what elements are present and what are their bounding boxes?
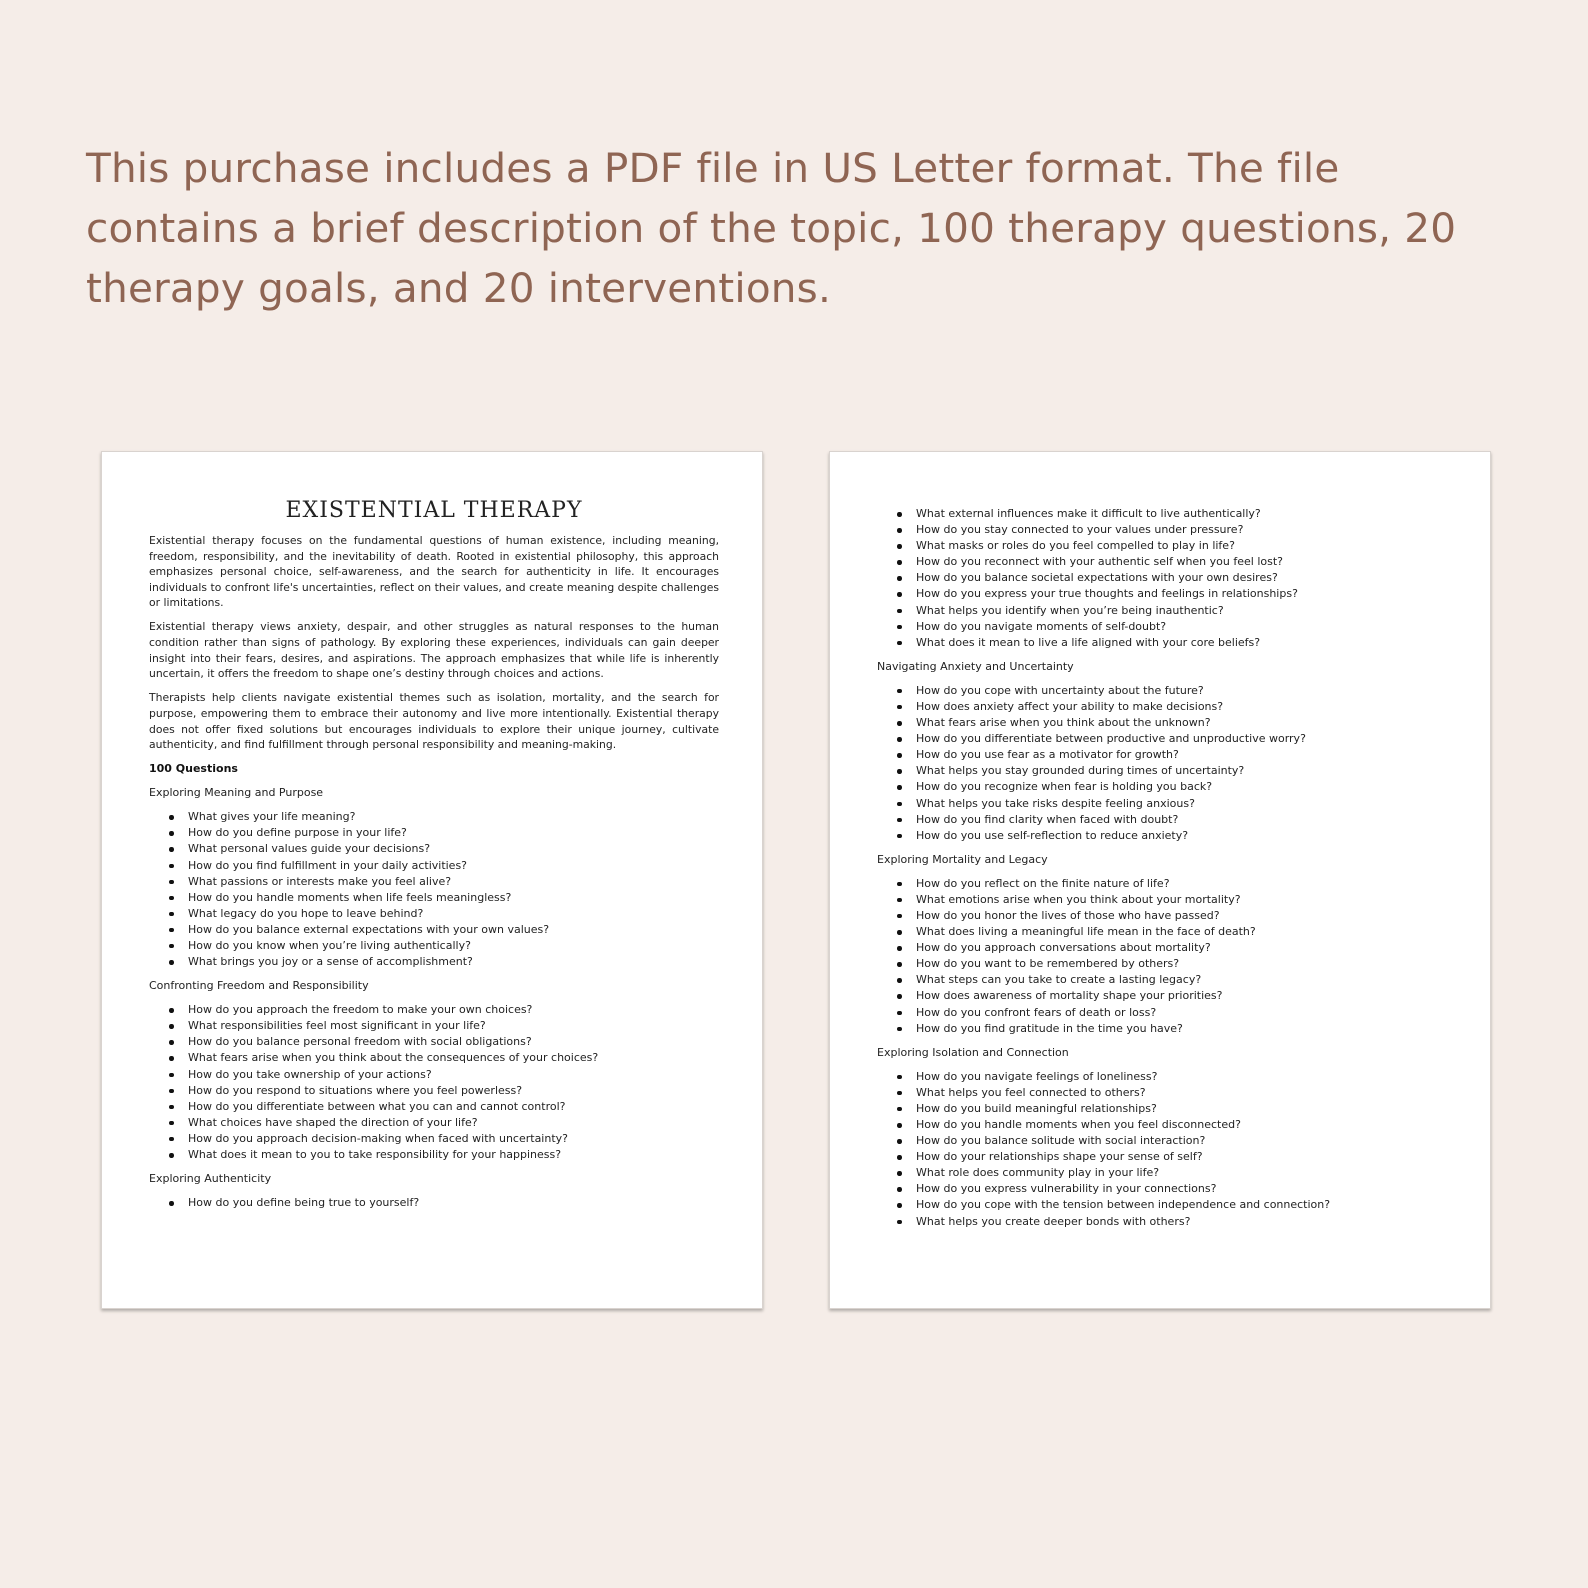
question-item: How does awareness of mortality shape your priorities? bbox=[916, 988, 1447, 1004]
section-heading: Exploring Mortality and Legacy bbox=[877, 852, 1048, 866]
question-item: What personal values guide your decisions? bbox=[188, 841, 719, 857]
question-item: How do you want to be remembered by others? bbox=[916, 956, 1447, 972]
page-content bbox=[149, 498, 719, 1219]
question-item: How do you use self-reflection to reduce anxiety? bbox=[916, 828, 1447, 844]
question-item: What gives your life meaning? bbox=[188, 809, 719, 825]
question-item: How do you balance solitude with social interaction? bbox=[916, 1133, 1447, 1149]
section-heading: Confronting Freedom and Responsibility bbox=[149, 979, 369, 993]
question-item: How do you stay connected to your values under pressure? bbox=[916, 522, 1447, 538]
question-item: How do you use fear as a motivator for growth? bbox=[916, 747, 1447, 763]
section-heading: Exploring Isolation and Connection bbox=[877, 1045, 1069, 1059]
question-item: How do you respond to situations where you feel powerless? bbox=[188, 1083, 719, 1099]
question-item: How do you approach conversations about mortality? bbox=[916, 940, 1447, 956]
intro-paragraph: Existential therapy views anxiety, despair, and other struggles as natural responses to the human condition rather than signs of pathology. By exploring these experiences, individuals can gain deeper insight into their fears, desires, and aspirations. The approach emphasizes that while life is inherently uncertain, it offers the freedom to shape one’s destiny through choices and actions. bbox=[149, 620, 719, 681]
question-item: How do you take ownership of your actions? bbox=[188, 1067, 719, 1083]
question-item: How do you handle moments when you feel disconnected? bbox=[916, 1117, 1447, 1133]
questions-label: 100 Questions bbox=[149, 762, 238, 776]
question-item: What helps you create deeper bonds with others? bbox=[916, 1214, 1447, 1230]
intro-paragraph: Existential therapy focuses on the fundamental questions of human existence, including meaning, freedom, responsibility, and the inevitability of death. Rooted in existential philosophy, this approach emphasizes personal choice, self-awareness, and the search for authenticity in life. It encourages individuals to confront life's uncertainties, reflect on their values, and create meaning despite challenges or limitations. bbox=[149, 534, 719, 610]
question-item: How do you cope with uncertainty about the future? bbox=[916, 683, 1447, 699]
question-item: How do you approach decision-making when faced with uncertainty? bbox=[188, 1131, 719, 1147]
question-item: How do you find clarity when faced with doubt? bbox=[916, 812, 1447, 828]
section-heading: Exploring Authenticity bbox=[149, 1172, 272, 1186]
question-item: How do you balance personal freedom with social obligations? bbox=[188, 1034, 719, 1050]
document-page-right bbox=[829, 451, 1491, 1309]
section-heading: Exploring Meaning and Purpose bbox=[149, 786, 324, 800]
question-item: What does it mean to live a life aligned with your core beliefs? bbox=[916, 635, 1447, 651]
question-item: How do you reconnect with your authentic self when you feel lost? bbox=[916, 554, 1447, 570]
question-item: How do you find fulfillment in your daily activities? bbox=[188, 858, 719, 874]
question-list bbox=[877, 876, 1447, 1037]
question-item: What fears arise when you think about the unknown? bbox=[916, 715, 1447, 731]
question-list bbox=[877, 683, 1447, 844]
question-item: How do you define being true to yourself? bbox=[188, 1195, 719, 1211]
question-item: What helps you identify when you’re being inauthentic? bbox=[916, 603, 1447, 619]
question-item: What fears arise when you think about the consequences of your choices? bbox=[188, 1050, 719, 1066]
question-item: How do you balance societal expectations with your own desires? bbox=[916, 570, 1447, 586]
question-item: How do you handle moments when life feels meaningless? bbox=[188, 890, 719, 906]
question-item: How do you express your true thoughts and feelings in relationships? bbox=[916, 586, 1447, 602]
question-item: How do you navigate feelings of loneliness? bbox=[916, 1069, 1447, 1085]
question-item: How does anxiety affect your ability to make decisions? bbox=[916, 699, 1447, 715]
question-item: What helps you stay grounded during times of uncertainty? bbox=[916, 763, 1447, 779]
question-item: What emotions arise when you think about your mortality? bbox=[916, 892, 1447, 908]
question-item: How do you express vulnerability in your connections? bbox=[916, 1181, 1447, 1197]
question-item: How do you confront fears of death or loss? bbox=[916, 1005, 1447, 1021]
question-item: How do you approach the freedom to make your own choices? bbox=[188, 1002, 719, 1018]
document-title: EXISTENTIAL THERAPY bbox=[285, 498, 583, 523]
question-item: How do you define purpose in your life? bbox=[188, 825, 719, 841]
question-item: What external influences make it difficult to live authentically? bbox=[916, 506, 1447, 522]
question-item: How do you recognize when fear is holding you back? bbox=[916, 779, 1447, 795]
question-item: How do your relationships shape your sense of self? bbox=[916, 1149, 1447, 1165]
question-list bbox=[877, 506, 1447, 651]
question-item: What responsibilities feel most significant in your life? bbox=[188, 1018, 719, 1034]
question-list bbox=[149, 809, 719, 970]
question-item: What masks or roles do you feel compelled to play in life? bbox=[916, 538, 1447, 554]
question-item: What passions or interests make you feel alive? bbox=[188, 874, 719, 890]
question-list bbox=[149, 1195, 719, 1211]
page-content bbox=[877, 506, 1447, 1238]
question-item: How do you differentiate between productive and unproductive worry? bbox=[916, 731, 1447, 747]
section-heading: Navigating Anxiety and Uncertainty bbox=[877, 659, 1074, 673]
headline: This purchase includes a PDF file in US Letter format. The file contains a brief description of the topic, 100 therapy questions, 20 therapy goals, and 20 interventions. bbox=[86, 144, 1457, 312]
question-item: What helps you feel connected to others? bbox=[916, 1085, 1447, 1101]
question-item: What role does community play in your life? bbox=[916, 1165, 1447, 1181]
question-item: What brings you joy or a sense of accomplishment? bbox=[188, 954, 719, 970]
question-item: How do you differentiate between what you can and cannot control? bbox=[188, 1099, 719, 1115]
question-item: How do you cope with the tension between independence and connection? bbox=[916, 1197, 1447, 1213]
question-item: What does it mean to you to take responsibility for your happiness? bbox=[188, 1147, 719, 1163]
question-item: What choices have shaped the direction of your life? bbox=[188, 1115, 719, 1131]
question-item: How do you find gratitude in the time you have? bbox=[916, 1021, 1447, 1037]
question-item: How do you balance external expectations with your own values? bbox=[188, 922, 719, 938]
question-item: How do you reflect on the finite nature of life? bbox=[916, 876, 1447, 892]
question-item: How do you build meaningful relationships? bbox=[916, 1101, 1447, 1117]
question-item: What legacy do you hope to leave behind? bbox=[188, 906, 719, 922]
question-item: How do you know when you’re living authentically? bbox=[188, 938, 719, 954]
question-item: How do you honor the lives of those who have passed? bbox=[916, 908, 1447, 924]
right-question-sections bbox=[877, 659, 1447, 1230]
document-page-left bbox=[101, 451, 763, 1309]
question-item: What does living a meaningful life mean in the face of death? bbox=[916, 924, 1447, 940]
question-item: How do you navigate moments of self-doubt? bbox=[916, 619, 1447, 635]
question-list bbox=[149, 1002, 719, 1163]
question-item: What helps you take risks despite feeling anxious? bbox=[916, 796, 1447, 812]
question-list bbox=[877, 1069, 1447, 1230]
left-question-sections bbox=[149, 785, 719, 1211]
intro-paragraph: Therapists help clients navigate existential themes such as isolation, mortality, and the search for purpose, empowering them to embrace their autonomy and live more intentionally. Existential therapy does not offer fixed solutions but encourages individuals to explore their unique journey, cultivate authenticity, and find fulfillment through personal responsibility and meaning-making. bbox=[149, 691, 719, 752]
question-item: What steps can you take to create a lasting legacy? bbox=[916, 972, 1447, 988]
